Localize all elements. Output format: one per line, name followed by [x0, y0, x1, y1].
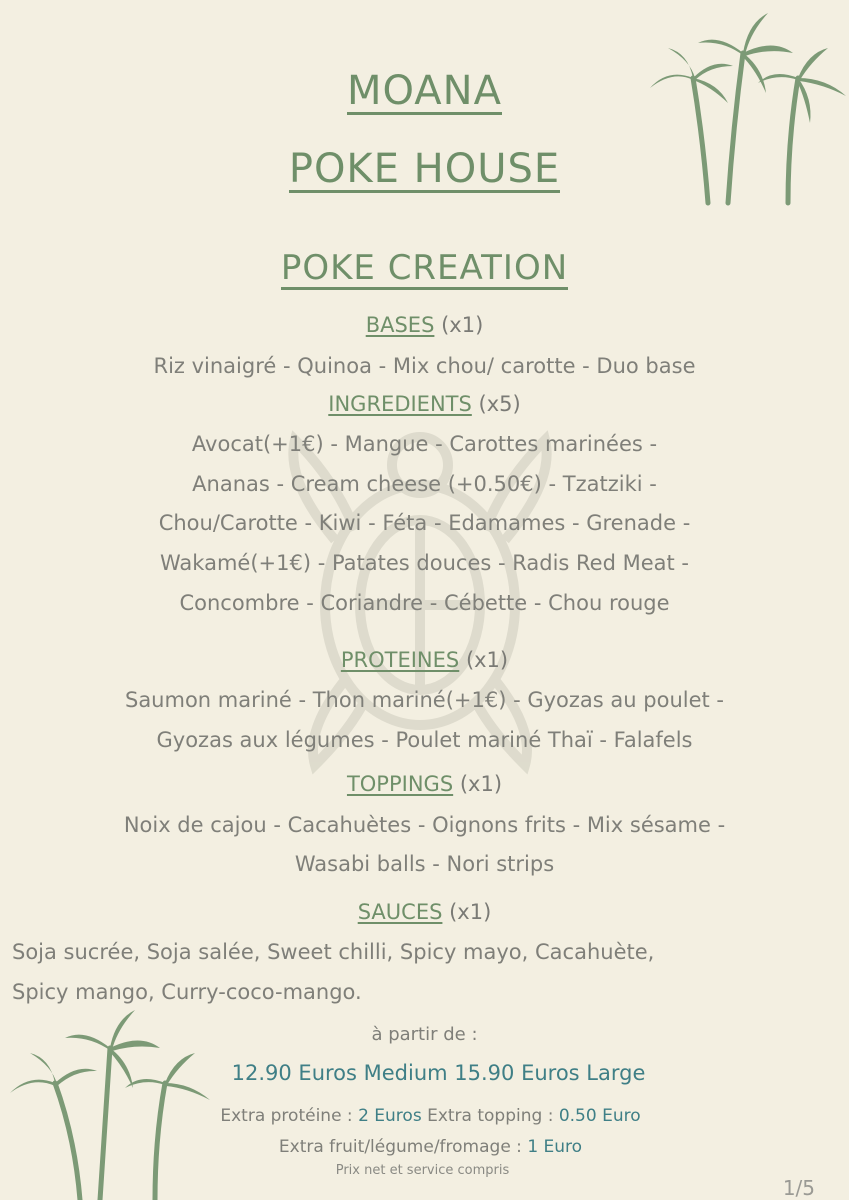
bases-heading: BASES (x1) [365, 313, 484, 337]
page-number: 1/5 [782, 1176, 815, 1200]
price-sizes: 12.90 Euros Medium 15.90 Euros Large [231, 1061, 646, 1085]
toppings-line: Noix de cajou - Cacahuètes - Oignons frits - Mix sésame - [123, 813, 726, 837]
toppings-line: Wasabi balls - Nori strips [294, 852, 555, 876]
restaurant-name-line1: MOANA [347, 68, 502, 114]
ingredients-line: Chou/Carotte - Kiwi - Féta - Edamames - Grenade - [158, 511, 691, 535]
proteines-line: Saumon mariné - Thon mariné(+1€) - Gyozas au poulet - [124, 688, 724, 712]
proteines-heading: PROTEINES (x1) [340, 648, 509, 672]
sauces-line: Soja sucrée, Soja salée, Sweet chilli, Spicy mayo, Cacahuète, [12, 940, 655, 964]
ingredients-line: Avocat(+1€) - Mangue - Carottes marinées - [191, 432, 658, 456]
ingredients-line: Wakamé(+1€) - Patates douces - Radis Red Meat - [160, 551, 689, 575]
sauces-heading: SAUCES (x1) [357, 900, 492, 924]
toppings-heading: TOPPINGS (x1) [346, 772, 503, 796]
price-from-label: à partir de : [371, 1024, 478, 1045]
extras-line-1: Extra protéine : 2 Euros Extra topping : 0.50 Euro [220, 1106, 641, 1126]
price-note: Prix net et service compris [335, 1163, 510, 1178]
extras-line-2: Extra fruit/légume/fromage : 1 Euro [278, 1137, 583, 1157]
ingredients-line: Concombre - Coriandre - Cébette - Chou rouge [179, 591, 670, 615]
sauces-line: Spicy mango, Curry-coco-mango. [12, 980, 362, 1004]
section-title: POKE CREATION [280, 248, 569, 288]
bases-line: Riz vinaigré - Quinoa - Mix chou/ carotte - Duo base [153, 354, 696, 378]
ingredients-heading: INGREDIENTS (x5) [328, 392, 521, 416]
proteines-line: Gyozas aux légumes - Poulet mariné Thaï - Falafels [156, 728, 693, 752]
ingredients-line: Ananas - Cream cheese (+0.50€) - Tzatziki - [192, 472, 657, 496]
restaurant-name-line2: POKE HOUSE [288, 146, 561, 192]
